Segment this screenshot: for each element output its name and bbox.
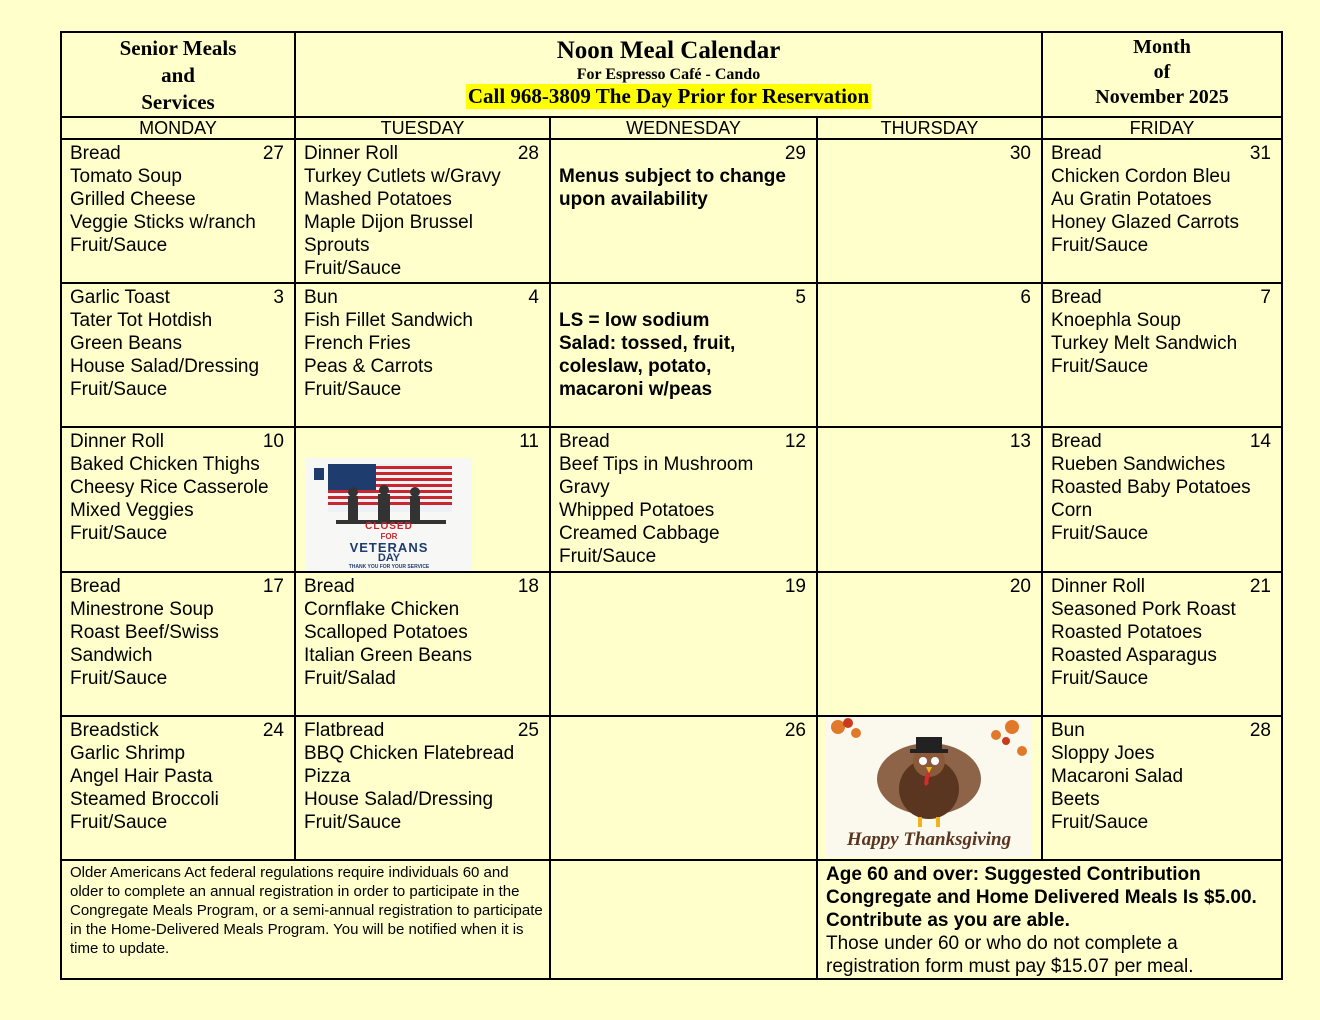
day-number: 20 bbox=[1009, 576, 1031, 597]
menu-item: Fruit/Sauce bbox=[304, 812, 402, 833]
menu-item: Dinner Roll bbox=[304, 143, 398, 164]
day-number: 13 bbox=[1009, 431, 1031, 452]
day-number: 28 bbox=[1249, 720, 1271, 741]
day-cell-tuesday bbox=[295, 139, 550, 283]
veterans-day-image bbox=[306, 458, 472, 572]
day-cell-thursday bbox=[817, 283, 1042, 427]
menu-item: Fish Fillet Sandwich bbox=[304, 310, 473, 331]
menu-item: Mashed Potatoes bbox=[304, 189, 452, 210]
org-line: Senior Meals bbox=[119, 36, 237, 60]
day-header-monday: MONDAY bbox=[61, 117, 295, 139]
day-number: 5 bbox=[795, 287, 806, 308]
day-cell-wednesday bbox=[550, 283, 817, 427]
week-row bbox=[61, 283, 1282, 427]
menu-item: Roasted Potatoes bbox=[1051, 622, 1203, 643]
menu-item: Breadstick bbox=[70, 720, 159, 741]
menu-item: Bread bbox=[1051, 143, 1102, 164]
day-number: 12 bbox=[784, 431, 806, 452]
calendar-frame bbox=[60, 31, 1281, 978]
contribution-text: Those under 60 or who do not complete a registration form must pay $15.07 per meal. bbox=[826, 933, 1194, 977]
day-cell-tuesday bbox=[295, 427, 550, 572]
day-cell-monday bbox=[61, 283, 295, 427]
day-number: 24 bbox=[262, 720, 284, 741]
menu-item: Gravy bbox=[559, 477, 610, 498]
day-number: 29 bbox=[784, 143, 806, 164]
menu-item: Fruit/Sauce bbox=[70, 379, 168, 400]
day-number: 11 bbox=[519, 431, 539, 452]
menu-item: Fruit/Sauce bbox=[1051, 668, 1149, 689]
menu-item: LS = low sodium bbox=[559, 310, 710, 331]
day-cell-wednesday bbox=[550, 572, 817, 716]
menu-item: Seasoned Pork Roast bbox=[1051, 599, 1236, 620]
day-cell-wednesday bbox=[550, 139, 817, 283]
menu-item: coleslaw, potato, bbox=[559, 356, 712, 377]
week-row bbox=[61, 427, 1282, 572]
menu-item: Sprouts bbox=[304, 235, 370, 256]
menu-item: Fruit/Sauce bbox=[304, 379, 402, 400]
menu-item: Fruit/Sauce bbox=[304, 258, 402, 279]
month-line: November 2025 bbox=[1095, 86, 1229, 108]
menu-item: Fruit/Salad bbox=[304, 668, 396, 689]
menu-item: Au Gratin Potatoes bbox=[1051, 189, 1212, 210]
day-cell-friday bbox=[1042, 716, 1282, 860]
menu-item: Roasted Asparagus bbox=[1051, 645, 1217, 666]
day-number: 27 bbox=[262, 143, 284, 164]
menu-item: Maple Dijon Brussel bbox=[304, 212, 473, 233]
menu-item: Bread bbox=[1051, 431, 1102, 452]
menu-item: Angel Hair Pasta bbox=[70, 766, 213, 787]
menu-item: Dinner Roll bbox=[1051, 576, 1145, 597]
menu-item: Fruit/Sauce bbox=[1051, 356, 1149, 377]
menu-item: Fruit/Sauce bbox=[1051, 812, 1149, 833]
veterans-for-text: FOR bbox=[380, 532, 398, 541]
day-number: 31 bbox=[1249, 143, 1271, 164]
day-cell-monday bbox=[61, 139, 295, 283]
day-cell-wednesday bbox=[550, 427, 817, 572]
day-number: 21 bbox=[1249, 576, 1271, 597]
day-cell-monday bbox=[61, 716, 295, 860]
contribution-bold-text: Age 60 and over: Suggested Contribution Congregate and Home Delivered Meals Is $5.00. Contribute as you are able. bbox=[826, 864, 1257, 931]
day-number: 6 bbox=[1020, 287, 1031, 308]
menu-item: Mixed Veggies bbox=[70, 500, 194, 521]
day-cell-friday bbox=[1042, 139, 1282, 283]
month-line: of bbox=[1153, 61, 1171, 83]
menu-item: Roast Beef/Swiss bbox=[70, 622, 219, 643]
day-cell-thursday bbox=[817, 139, 1042, 283]
menu-item bbox=[559, 286, 810, 309]
menu-item: Menus subject to change bbox=[559, 166, 786, 187]
day-number: 3 bbox=[273, 287, 284, 308]
day-number: 14 bbox=[1249, 431, 1271, 452]
page-subtitle: For Espresso Café - Cando bbox=[576, 66, 761, 83]
menu-item: Bun bbox=[304, 287, 338, 308]
menu-item: Peas & Carrots bbox=[304, 356, 433, 377]
menu-item: Sandwich bbox=[70, 645, 153, 666]
menu-item: House Salad/Dressing bbox=[304, 789, 494, 810]
menu-item: Garlic Toast bbox=[70, 287, 170, 308]
menu-item: Rueben Sandwiches bbox=[1051, 454, 1226, 475]
menu-item: Corn bbox=[1051, 500, 1093, 521]
day-cell-monday bbox=[61, 427, 295, 572]
veterans-closed-text: CLOSED bbox=[365, 521, 413, 532]
calendar-table bbox=[60, 31, 1283, 980]
menu-item: Macaroni Salad bbox=[1051, 766, 1184, 787]
day-cell-friday bbox=[1042, 283, 1282, 427]
menu-item: Fruit/Sauce bbox=[1051, 235, 1149, 256]
day-header-tuesday: TUESDAY bbox=[295, 117, 550, 139]
week-row bbox=[61, 716, 1282, 860]
month-line: Month bbox=[1133, 36, 1191, 58]
org-line: Services bbox=[141, 90, 215, 114]
menu-item: Turkey Melt Sandwich bbox=[1051, 333, 1238, 354]
menu-item: Fruit/Sauce bbox=[70, 235, 168, 256]
menu-item: Bread bbox=[559, 431, 610, 452]
day-cell-friday bbox=[1042, 572, 1282, 716]
day-number: 30 bbox=[1009, 143, 1031, 164]
veterans-day-text: DAY bbox=[377, 552, 401, 564]
menu-item: Fruit/Sauce bbox=[70, 523, 168, 544]
menu-item bbox=[559, 142, 810, 165]
menu-item: BBQ Chicken Flatebread bbox=[304, 743, 515, 764]
menu-item: Beets bbox=[1051, 789, 1100, 810]
veterans-veterans-text: VETERANS bbox=[349, 540, 429, 555]
menu-item: Bun bbox=[1051, 720, 1085, 741]
menu-item: Beef Tips in Mushroom bbox=[559, 454, 754, 475]
day-cell-tuesday bbox=[295, 283, 550, 427]
org-line: and bbox=[161, 63, 195, 87]
week-row bbox=[61, 139, 1282, 283]
menu-item: Minestrone Soup bbox=[70, 599, 214, 620]
page-title: Noon Meal Calendar bbox=[556, 37, 781, 64]
org-name-cell bbox=[61, 32, 295, 117]
menu-item: Bread bbox=[70, 576, 121, 597]
menu-item: macaroni w/peas bbox=[559, 379, 713, 400]
veterans-thanks-text: THANK YOU FOR YOUR SERVICE bbox=[348, 564, 430, 570]
menu-item: Bread bbox=[70, 143, 121, 164]
day-cell-friday bbox=[1042, 427, 1282, 572]
day-cell-thursday bbox=[817, 572, 1042, 716]
menu-item: Dinner Roll bbox=[70, 431, 164, 452]
menu-item: Baked Chicken Thighs bbox=[70, 454, 260, 475]
contribution-notice bbox=[817, 860, 1282, 979]
day-number: 18 bbox=[517, 576, 539, 597]
day-number: 25 bbox=[517, 720, 539, 741]
day-header-thursday: THURSDAY bbox=[817, 117, 1042, 139]
menu-item: Fruit/Sauce bbox=[70, 812, 168, 833]
menu-item: Fruit/Sauce bbox=[1051, 523, 1149, 544]
day-number: 17 bbox=[262, 576, 284, 597]
menu-item: Veggie Sticks w/ranch bbox=[70, 212, 256, 233]
day-number: 26 bbox=[784, 720, 806, 741]
menu-item: Sloppy Joes bbox=[1051, 743, 1155, 764]
week-row bbox=[61, 572, 1282, 716]
day-header-wednesday: WEDNESDAY bbox=[550, 117, 817, 139]
day-cell-tuesday bbox=[295, 716, 550, 860]
menu-item: Italian Green Beans bbox=[304, 645, 472, 666]
menu-item: Steamed Broccoli bbox=[70, 789, 219, 810]
day-number: 7 bbox=[1260, 287, 1271, 308]
title-cell bbox=[295, 32, 1042, 117]
menu-item: upon availability bbox=[559, 189, 708, 210]
menu-item: Roasted Baby Potatoes bbox=[1051, 477, 1251, 498]
footer-empty-cell bbox=[550, 860, 817, 979]
happy-thanksgiving-text: Happy Thanksgiving bbox=[846, 829, 1012, 850]
reservation-call-banner: Call 968-3809 The Day Prior for Reservation bbox=[467, 84, 870, 108]
menu-item: Grilled Cheese bbox=[70, 189, 196, 210]
day-number: 28 bbox=[517, 143, 539, 164]
menu-item: Turkey Cutlets w/Gravy bbox=[304, 166, 501, 187]
day-cell-wednesday bbox=[550, 716, 817, 860]
menu-item: Honey Glazed Carrots bbox=[1051, 212, 1239, 233]
menu-item: Salad: tossed, fruit, bbox=[559, 333, 736, 354]
registration-notice: Older Americans Act federal regulations require individuals 60 and older to complete an annual registration in order to participate in the Congregate Meals Program, or a semi-annual registration to participate in the Home-Delivered Meals Program. You will be notified when it is time to update. bbox=[61, 860, 550, 979]
menu-item: Cornflake Chicken bbox=[304, 599, 460, 620]
day-cell-tuesday bbox=[295, 572, 550, 716]
menu-item: Knoephla Soup bbox=[1051, 310, 1181, 331]
menu-item: Bread bbox=[1051, 287, 1102, 308]
menu-item: Green Beans bbox=[70, 333, 182, 354]
menu-item: Chicken Cordon Bleu bbox=[1051, 166, 1231, 187]
day-number: 10 bbox=[262, 431, 284, 452]
menu-item: Pizza bbox=[304, 766, 351, 787]
menu-item: Tater Tot Hotdish bbox=[70, 310, 213, 331]
month-cell bbox=[1042, 32, 1282, 117]
day-number: 4 bbox=[528, 287, 539, 308]
day-cell-monday bbox=[61, 572, 295, 716]
menu-item: Tomato Soup bbox=[70, 166, 182, 187]
menu-item: Scalloped Potatoes bbox=[304, 622, 468, 643]
thanksgiving-image bbox=[826, 717, 1032, 857]
menu-item: Fruit/Sauce bbox=[559, 546, 657, 567]
day-cell-thursday bbox=[817, 716, 1042, 860]
day-header-friday: FRIDAY bbox=[1042, 117, 1282, 139]
day-number: 19 bbox=[784, 576, 806, 597]
menu-item: Garlic Shrimp bbox=[70, 743, 186, 764]
menu-item: Whipped Potatoes bbox=[559, 500, 715, 521]
menu-item: Cheesy Rice Casserole bbox=[70, 477, 269, 498]
day-cell-thursday bbox=[817, 427, 1042, 572]
menu-item: Creamed Cabbage bbox=[559, 523, 720, 544]
menu-item: Bread bbox=[304, 576, 355, 597]
menu-item: Fruit/Sauce bbox=[70, 668, 168, 689]
menu-item: House Salad/Dressing bbox=[70, 356, 260, 377]
menu-item: French Fries bbox=[304, 333, 411, 354]
menu-item: Flatbread bbox=[304, 720, 385, 741]
